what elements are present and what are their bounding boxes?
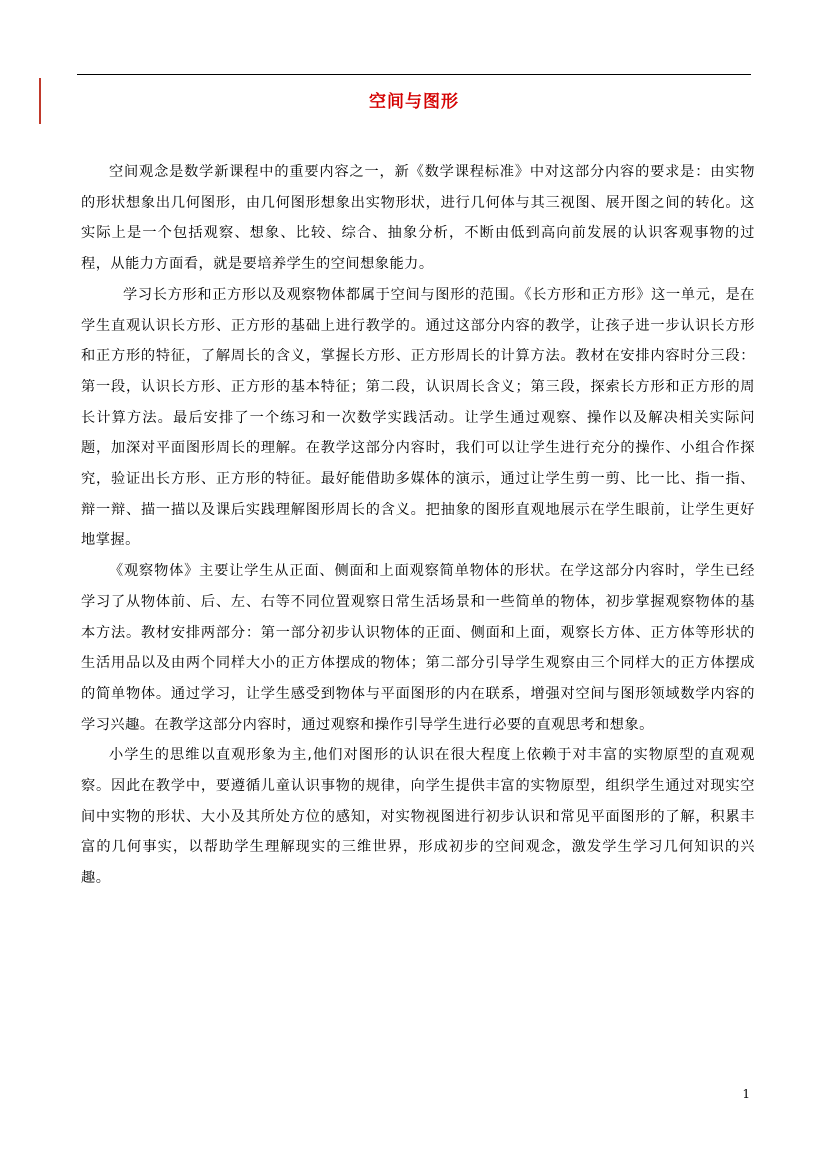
page-number: 1 — [742, 1087, 750, 1101]
paragraph-4: 小学生的思维以直观形象为主,他们对图形的认识在很大程度上依赖于对丰富的实物原型的直观观察。因此在教学中，要遵循儿童认识事物的规律，向学生提供丰富的实物原型，组织学生通过对现实空间中实物的形状、大小及其所处方位的感知，对实物视图进行初步认识和常见平面图形的了解，积累丰富的几何事实，以帮助学生理解现实的三维世界，形成初步的空间观念，激发学生学习几何知识的兴趣。 — [81, 747, 755, 887]
margin-mark — [39, 78, 41, 124]
page-title: 空间与图形 — [369, 92, 459, 112]
paragraph-1: 空间观念是数学新课程中的重要内容之一，新《数学课程标准》中对这部分内容的要求是：由实物的形状想象出几何图形，由几何图形想象出实物形状，进行几何体与其三视图、展开图之间的转化。这实际上是一个包括观察、想象、比较、综合、抽象分析，不断由低到高向前发展的认识客观事物的过程，从能力方面看，就是要培养学生的空间想象能力。 — [81, 164, 755, 273]
paragraph-2: 学习长方形和正方形以及观察物体都属于空间与图形的范围。《长方形和正方形》这一单元，是在学生直观认识长方形、正方形的基础上进行教学的。通过这部分内容的教学，让孩子进一步认识长方形和正方形的特征，了解周长的含义，掌握长方形、正方形周长的计算方法。教材在安排内容时分三段：第一段，认识长方形、正方形的基本特征；第二段，认识周长含义；第三段，探索长方形和正方形的周长计算方法。最后安排了一个练习和一次数学实践活动。让学生通过观察、操作以及解决相关实际问题，加深对平面图形周长的理解。在教学这部分内容时，我们可以让学生进行充分的操作、小组合作探究，验证出长方形、正方形的特征。最好能借助多媒体的演示，通过让学生剪一剪、比一比、指一指、辩一辩、描一描以及课后实践理解图形周长的含义。把抽象的图形直观地展示在学生眼前，让学生更好地掌握。 — [81, 286, 755, 549]
paragraph-3: 《观察物体》主要让学生从正面、侧面和上面观察简单物体的形状。在学这部分内容时，学生已经学习了从物体前、后、左、右等不同位置观察日常生活场景和一些简单的物体，初步掌握观察物体的基本方法。教材安排两部分：第一部分初步认识物体的正面、侧面和上面，观察长方体、正方体等形状的生活用品以及由两个同样大小的正方体摆成的物体；第二部分引导学生观察由三个同样大的正方体摆成的简单物体。通过学习，让学生感受到物体与平面图形的内在联系，增强对空间与图形领域数学内容的学习兴趣。在教学这部分内容时，通过观察和操作引导学生进行必要的直观思考和想象。 — [81, 563, 755, 733]
document-body — [81, 157, 755, 894]
header-rule — [77, 74, 751, 75]
